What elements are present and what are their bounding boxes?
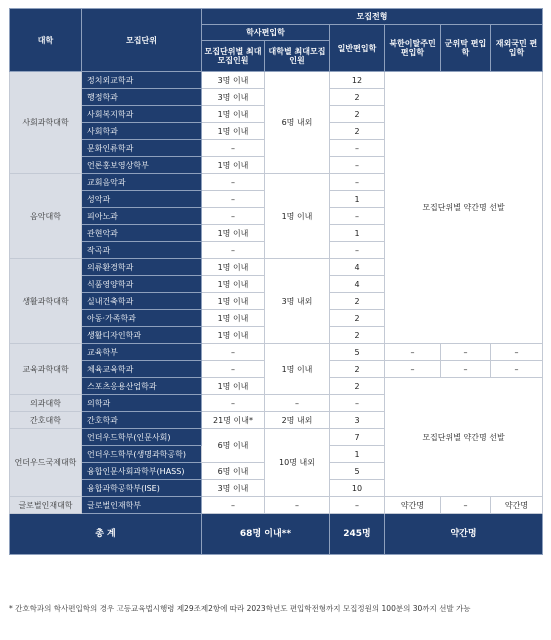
college-cell: 생활과학대학 [10,259,82,344]
total-general: 245명 [330,514,385,555]
total-bachelor: 68명 이내** [202,514,330,555]
dept-cell: 스포츠응용산업학과 [82,378,202,395]
dept-cell: 사회학과 [82,123,202,140]
bachelor-dept-cell: 6명 이내 [202,463,265,480]
bachelor-dept-cell: – [202,242,265,259]
header-general-transfer: 일반편입학 [330,25,385,72]
bachelor-college-cell: – [265,497,330,514]
bachelor-dept-cell: 3명 이내 [202,72,265,89]
bachelor-dept-cell: 1명 이내 [202,310,265,327]
bachelor-dept-cell: 21명 이내* [202,412,265,429]
header-row-1 [10,9,543,25]
bachelor-dept-cell: 1명 이내 [202,378,265,395]
bachelor-dept-cell: – [202,497,265,514]
admission-table [9,8,543,555]
general-cell: 5 [330,344,385,361]
table-row [10,344,543,361]
dept-cell: 의학과 [82,395,202,412]
general-cell: 2 [330,123,385,140]
general-cell: 1 [330,191,385,208]
dept-cell: 언더우드학부(생명과학공학) [82,446,202,463]
special-block-1: 모집단위별 약간명 선발 [385,72,543,344]
bachelor-college-cell: 6명 내외 [265,72,330,174]
bachelor-dept-cell: – [202,361,265,378]
general-cell: – [330,174,385,191]
dept-cell: 작곡과 [82,242,202,259]
header-recruit-type: 모집전형 [202,9,543,25]
special-block-2: 모집단위별 약간명 선발 [385,378,543,497]
military-cell: – [441,497,491,514]
general-cell: 2 [330,378,385,395]
college-cell: 의과대학 [10,395,82,412]
bachelor-college-cell: 1명 이내 [265,344,330,395]
college-cell: 간호대학 [10,412,82,429]
footnote: * 간호학과의 학사편입학의 경우 고등교육법시행령 제29조제2항에 따라 2023학년도 편입학전형까지 모집정원의 100분의 30까지 선발 가능 [9,604,471,613]
general-cell: 2 [330,327,385,344]
bachelor-dept-cell: 6명 이내 [202,429,265,463]
bachelor-dept-cell: 1명 이내 [202,259,265,276]
header-college-max: 대학별 최대모집인원 [265,41,330,72]
bachelor-dept-cell: 3명 이내 [202,89,265,106]
bachelor-dept-cell: – [202,191,265,208]
overseas-cell: – [491,361,543,378]
general-cell: 3 [330,412,385,429]
dept-cell: 정치외교학과 [82,72,202,89]
dept-cell: 융합인문사회과학부(HASS) [82,463,202,480]
general-cell: 12 [330,72,385,89]
header-dept-max: 모집단위별 최대모집인원 [202,41,265,72]
dept-cell: 성악과 [82,191,202,208]
general-cell: 7 [330,429,385,446]
dept-cell: 행정학과 [82,89,202,106]
dept-cell: 융합과학공학부(ISE) [82,480,202,497]
general-cell: – [330,497,385,514]
bachelor-dept-cell: – [202,344,265,361]
dept-cell: 피아노과 [82,208,202,225]
dept-cell: 교육학부 [82,344,202,361]
college-cell: 음악대학 [10,174,82,259]
nk-cell: – [385,361,441,378]
dept-cell: 실내건축학과 [82,293,202,310]
college-cell: 교육과학대학 [10,344,82,395]
dept-cell: 사회복지학과 [82,106,202,123]
total-special: 약간명 [385,514,543,555]
bachelor-dept-cell: – [202,174,265,191]
bachelor-dept-cell: 1명 이내 [202,225,265,242]
header-military-transfer: 군위탁 편입학 [441,25,491,72]
general-cell: 2 [330,106,385,123]
dept-cell: 문화인류학과 [82,140,202,157]
general-cell: – [330,140,385,157]
bachelor-college-cell: 3명 내외 [265,259,330,344]
bachelor-dept-cell: 1명 이내 [202,276,265,293]
overseas-cell: 약간명 [491,497,543,514]
bachelor-college-cell: 1명 이내 [265,174,330,259]
dept-cell: 언더우드학부(인문사회) [82,429,202,446]
bachelor-dept-cell: – [202,395,265,412]
general-cell: – [330,208,385,225]
dept-cell: 아동·가족학과 [82,310,202,327]
dept-cell: 글로벌인재학부 [82,497,202,514]
bachelor-dept-cell: – [202,140,265,157]
total-label: 총 계 [10,514,202,555]
table-body [10,9,543,555]
college-cell: 글로벌인재대학 [10,497,82,514]
general-cell: 1 [330,225,385,242]
bachelor-dept-cell: 1명 이내 [202,106,265,123]
dept-cell: 체육교육학과 [82,361,202,378]
bachelor-college-cell: 2명 내외 [265,412,330,429]
military-cell: – [441,344,491,361]
dept-cell: 생활디자인학과 [82,327,202,344]
table-row [10,72,543,89]
bachelor-dept-cell: – [202,208,265,225]
general-cell: 5 [330,463,385,480]
general-cell: – [330,242,385,259]
bachelor-dept-cell: 1명 이내 [202,157,265,174]
dept-cell: 의류환경학과 [82,259,202,276]
bachelor-college-cell: 10명 내외 [265,429,330,497]
bachelor-dept-cell: 3명 이내 [202,480,265,497]
bachelor-dept-cell: 1명 이내 [202,293,265,310]
military-cell: – [441,361,491,378]
general-cell: 2 [330,293,385,310]
general-cell: 2 [330,310,385,327]
total-row [10,514,543,555]
dept-cell: 교회음악과 [82,174,202,191]
general-cell: – [330,395,385,412]
header-college: 대학 [10,9,82,72]
college-cell: 사회과학대학 [10,72,82,174]
header-overseas-transfer: 재외국민 편입학 [491,25,543,72]
dept-cell: 간호학과 [82,412,202,429]
general-cell: 2 [330,361,385,378]
table-row [10,497,543,514]
general-cell: 1 [330,446,385,463]
dept-cell: 언론홍보영상학부 [82,157,202,174]
header-nk-transfer: 북한이탈주민 편입학 [385,25,441,72]
general-cell: 10 [330,480,385,497]
dept-cell: 관현악과 [82,225,202,242]
header-unit: 모집단위 [82,9,202,72]
nk-cell: 약간명 [385,497,441,514]
general-cell: 2 [330,89,385,106]
header-bachelor-transfer: 학사편입학 [202,25,330,41]
general-cell: 4 [330,259,385,276]
bachelor-dept-cell: 1명 이내 [202,327,265,344]
general-cell: – [330,157,385,174]
dept-cell: 식품영양학과 [82,276,202,293]
bachelor-dept-cell: 1명 이내 [202,123,265,140]
college-cell: 언더우드국제대학 [10,429,82,497]
overseas-cell: – [491,344,543,361]
bachelor-college-cell: – [265,395,330,412]
nk-cell: – [385,344,441,361]
general-cell: 4 [330,276,385,293]
